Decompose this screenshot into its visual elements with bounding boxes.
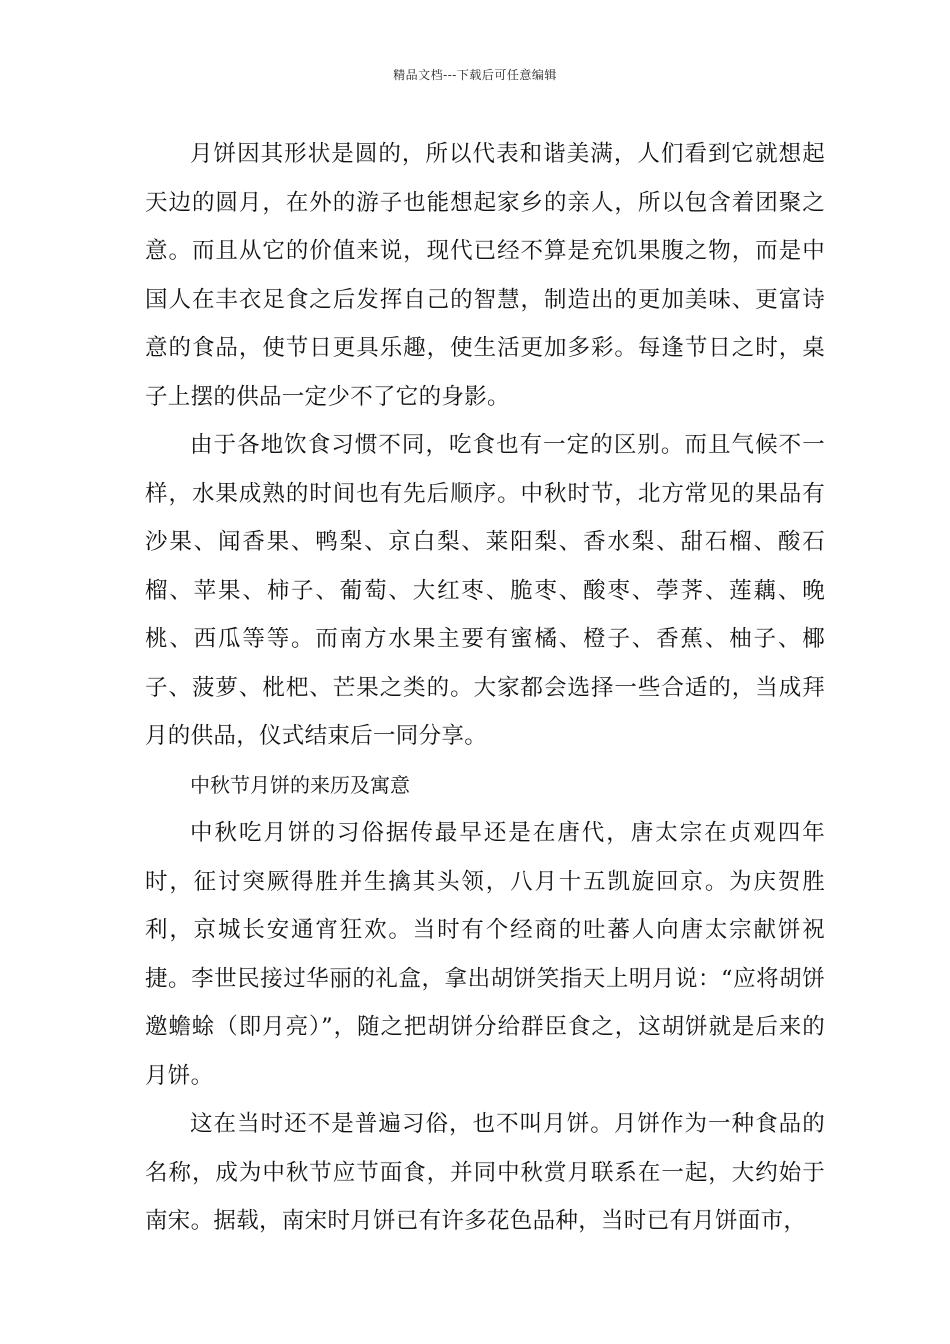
page-header: 精品文档---下载后可任意编辑 <box>393 68 557 82</box>
document-body <box>145 130 825 1246</box>
paragraph-tang-origin: 中秋吃月饼的习俗据传最早还是在唐代，唐太宗在贞观四年时，征讨突厥得胜并生擒其头领，八月十五凯旋回京。为庆贺胜利，京城长安通宵狂欢。当时有个经商的吐蕃人向唐太宗献饼祝捷。李世民接过华丽的礼盒，拿出胡饼笑指天上明月说：“应将胡饼邀蟾蜍（即月亮）”，随之把胡饼分给群臣食之，这胡饼就是后来的月饼。 <box>145 820 825 1089</box>
section-heading: 中秋节月饼的来历及寓意 <box>190 772 410 797</box>
paragraph-fruits: 由于各地饮食习惯不同，吃食也有一定的区别。而且气候不一样，水果成熟的时间也有先后顺序。中秋时节，北方常见的果品有沙果、闻香果、鸭梨、京白梨、莱阳梨、香水梨、甜石榴、酸石榴、苹果、柿子、葡萄、大红枣、脆枣、酸枣、荸荠、莲藕、晚桃、西瓜等等。而南方水果主要有蜜橘、橙子、香蕉、柚子、椰子、菠萝、枇杷、芒果之类的。大家都会选择一些合适的，当成拜月的供品，仪式结束后一同分享。 <box>145 432 825 749</box>
paragraph-song-dynasty: 这在当时还不是普遍习俗，也不叫月饼。月饼作为一种食品的名称，成为中秋节应节面食，并同中秋赏月联系在一起，大约始于南宋。据载，南宋时月饼已有许多花色品种，当时已有月饼面市， <box>145 1111 825 1234</box>
paragraph-mooncake-meaning: 月饼因其形状是圆的，所以代表和谐美满，人们看到它就想起天边的圆月，在外的游子也能想起家乡的亲人，所以包含着团聚之意。而且从它的价值来说，现代已经不算是充饥果腹之物，而是中国人在丰衣足食之后发挥自己的智慧，制造出的更加美味、更富诗意的食品，使节日更具乐趣，使生活更加多彩。每逢节日之时，桌子上摆的供品一定少不了它的身影。 <box>145 141 825 410</box>
